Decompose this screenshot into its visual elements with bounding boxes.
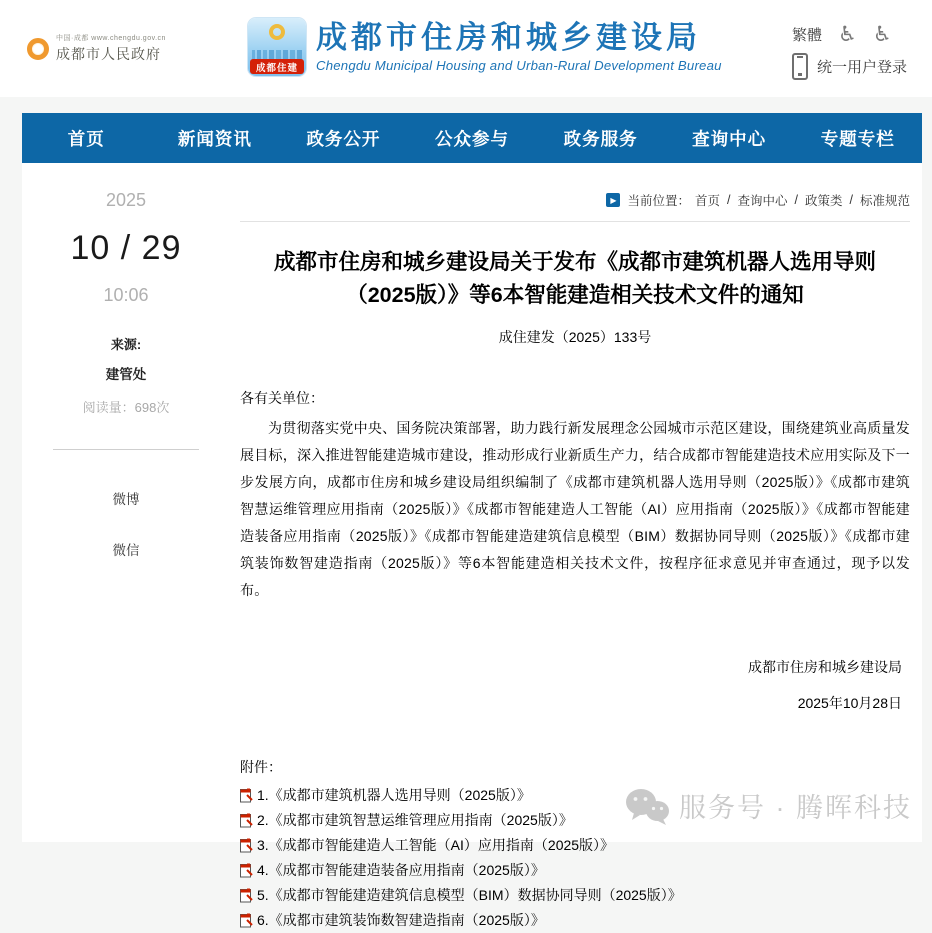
accessibility-icon-2[interactable]: ♿ [872, 23, 892, 46]
breadcrumb-separator: / [849, 193, 853, 207]
unified-login-link[interactable]: 统一用户登录 [817, 59, 908, 76]
article-title: 成都市住房和城乡建设局关于发布《成都市建筑机器人选用导则（2025版）》等6本智能建造相关技术文件的通知 [273, 250, 876, 307]
breadcrumb-policy[interactable]: 政策类 [804, 194, 843, 208]
nav-item-news[interactable]: 新闻资讯 [177, 128, 252, 149]
source-label: 来源: [110, 337, 142, 352]
content-area [22, 163, 922, 928]
signer-name: 成都市住房和城乡建设局 [748, 659, 902, 675]
publish-time: 10:06 [103, 285, 149, 305]
pdf-file-icon [240, 913, 253, 928]
gov-portal-logo[interactable] [27, 33, 166, 64]
pdf-file-icon [240, 838, 253, 853]
article-meta-sidebar [22, 163, 230, 842]
attachment-link-3[interactable]: 3.《成都市智能建造人工智能（AI）应用指南（2025版）》 [240, 833, 910, 858]
breadcrumb [240, 163, 910, 222]
bureau-title: 成都市住房和城乡建设局 [316, 20, 701, 55]
breadcrumb-separator: / [727, 193, 731, 207]
view-count: 阅读量：698次 [82, 400, 170, 415]
bureau-brand[interactable] [248, 18, 722, 76]
breadcrumb-separator: / [794, 193, 798, 207]
attachment-link-1[interactable]: 1.《成都市建筑机器人选用导则（2025版）》 [240, 783, 910, 808]
badge-ring-icon [269, 24, 285, 40]
pdf-file-icon [240, 813, 253, 828]
badge-ribbon-label: 成都住建 [250, 59, 304, 74]
source-value: 建管处 [105, 367, 147, 382]
site-header [0, 0, 932, 97]
bureau-badge-icon [248, 18, 306, 76]
attachment-link-5[interactable]: 5.《成都市智能建造建筑信息模型（BIM）数据协同导则（2025版）》 [240, 883, 910, 908]
main-nav [22, 113, 922, 163]
gov-portal-name: 成都市人民政府 [56, 48, 161, 63]
article-main [230, 163, 922, 928]
nav-item-query[interactable]: 查询中心 [692, 128, 767, 149]
breadcrumb-arrow-icon: ▶ [606, 193, 620, 207]
nav-item-participation[interactable]: 公众参与 [435, 128, 510, 149]
nav-item-services[interactable]: 政务服务 [563, 128, 638, 149]
gov-emblem-icon [27, 38, 49, 60]
breadcrumb-standards[interactable]: 标准规范 [859, 194, 910, 208]
attachment-link-6[interactable]: 6.《成都市建筑装饰数智建造指南（2025版）》 [240, 908, 910, 933]
bureau-subtitle-en: Chengdu Municipal Housing and Urban-Rural Development Bureau [316, 58, 722, 73]
signature-date: 2025年10月28日 [797, 695, 902, 711]
breadcrumb-label: 当前位置： [627, 194, 690, 208]
gov-portal-tagline: 中国·成都 www.chengdu.gov.cn [56, 35, 166, 42]
attachment-link-4[interactable]: 4.《成都市智能建造装备应用指南（2025版）》 [240, 858, 910, 883]
breadcrumb-query[interactable]: 查询中心 [737, 194, 788, 208]
nav-item-disclosure[interactable]: 政务公开 [306, 128, 381, 149]
publish-date: 10 / 29 [70, 229, 182, 267]
pdf-file-icon [240, 863, 253, 878]
nav-item-topics[interactable]: 专题专栏 [820, 128, 895, 149]
accessibility-icon[interactable]: ♿ [838, 23, 857, 46]
traditional-chinese-link[interactable]: 繁體 [792, 27, 823, 44]
article-body: 为贯彻落实党中央、国务院决策部署，助力践行新发展理念公园城市示范区建设，围绕建筑业高质量发展目标，深入推进智能建造城市建设，推动形成行业新质生产力，结合成都市智能建造技术应用实际及下一步发展方向，成都市住房和城乡建设局组织编制了《成都市建筑机器人选用导则（2025版）》《成都市建筑智慧运维管理应用指南（2025版）》《成都市智能建造人工智能（AI）应用指南（2025版）》《成都市智能建造装备应用指南（2025版）》《成都市智能建造建筑信息模型（BIM）数据协同导则（2025版）》《成都市建筑装饰数智建造指南（2025版）》等6本智能建造相关技术文件，按程序征求意见并审查通过，现予以发布。 [240, 420, 910, 598]
attachment-link-2[interactable]: 2.《成都市建筑智慧运维管理应用指南（2025版）》 [240, 808, 910, 833]
sidebar-divider [53, 449, 199, 450]
pdf-file-icon [240, 788, 253, 803]
attachments-section [240, 757, 910, 933]
header-utilities [792, 24, 920, 80]
publish-year: 2025 [105, 190, 147, 210]
share-wechat-link[interactable]: 微信 [112, 543, 140, 558]
breadcrumb-home[interactable]: 首页 [694, 194, 720, 208]
share-weibo-link[interactable]: 微博 [112, 492, 140, 507]
signature-block [240, 657, 910, 713]
nav-item-home[interactable]: 首页 [67, 128, 105, 149]
salutation: 各有关单位： [240, 390, 324, 406]
watermark-text: 服务号 · 腾晖科技 [679, 793, 912, 823]
document-number: 成住建发（2025）133号 [498, 329, 652, 345]
attachments-label: 附件： [240, 759, 282, 775]
mobile-phone-icon[interactable] [792, 53, 808, 80]
pdf-file-icon [240, 888, 253, 903]
